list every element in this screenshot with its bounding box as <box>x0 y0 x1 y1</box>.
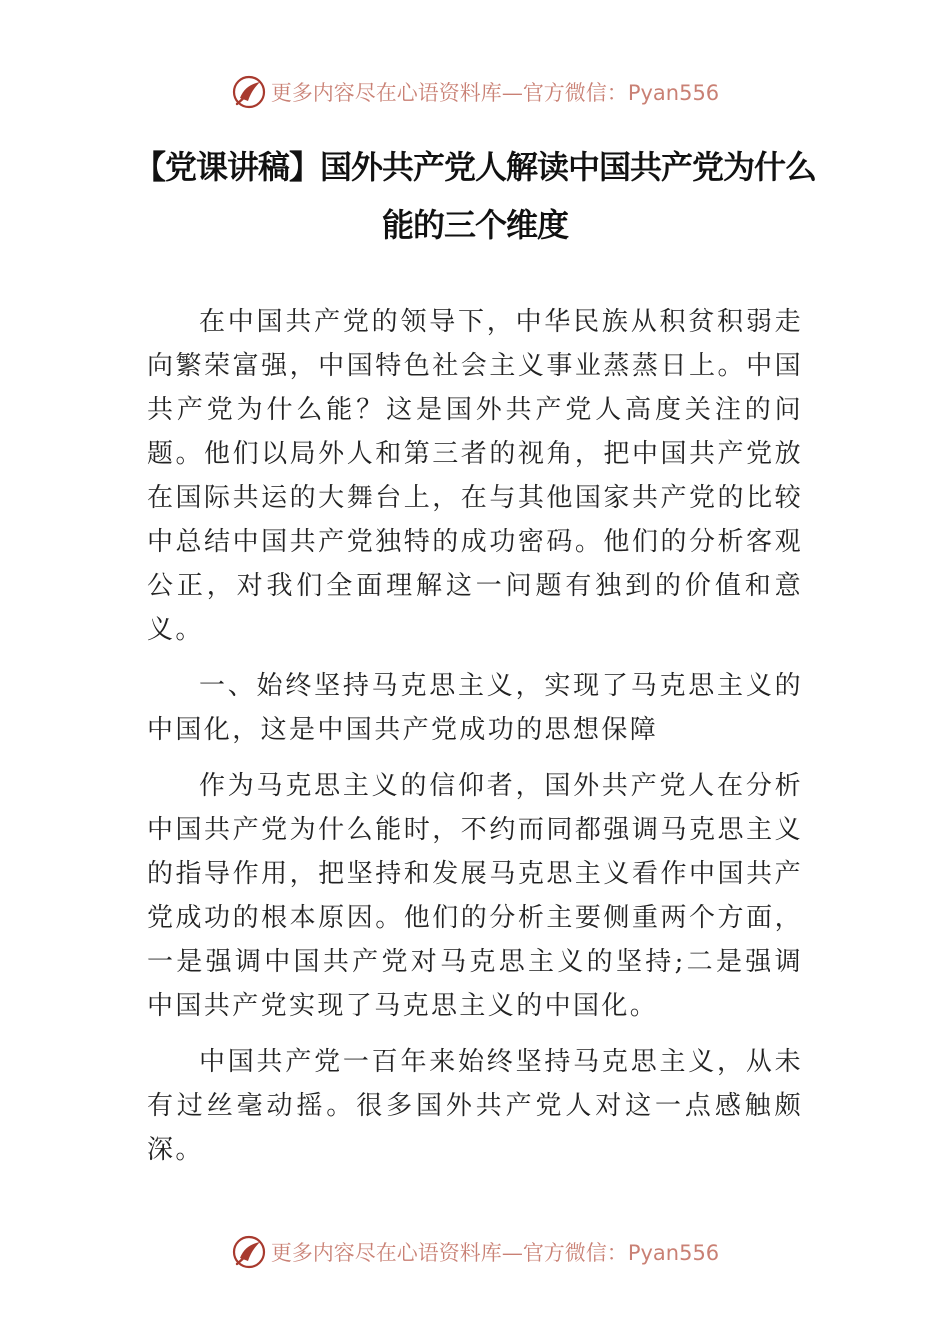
banner-wechat-label: 官方微信： <box>522 81 628 105</box>
banner-main: 更多内容尽在心语资料库 <box>270 1241 502 1265</box>
logo-icon <box>231 1234 267 1270</box>
document-body <box>147 300 803 1184</box>
banner-wechat-id: Pyan556 <box>627 81 720 105</box>
section-heading-one: 一、始终坚持马克思主义，实现了马克思主义的中国化，这是中国共产党成功的思想保障 <box>147 671 803 745</box>
banner-separator: — <box>501 81 523 105</box>
logo-icon <box>231 74 267 110</box>
document-title: 【党课讲稿】国外共产党人解读中国共产党为什么能的三个维度 <box>133 148 816 244</box>
banner-text <box>271 77 719 107</box>
banner-text <box>271 1237 719 1267</box>
paragraph-continuation: 中国共产党一百年来始终坚持马克思主义，从未有过丝毫动摇。很多国外共产党人对这一点感触颇深。 <box>147 1047 803 1165</box>
paragraph-intro: 在中国共产党的领导下，中华民族从积贫积弱走向繁荣富强，中国特色社会主义事业蒸蒸日上。中国共产党为什么能？这是国外共产党人高度关注的问题。他们以局外人和第三者的视角，把中国共产党放在国际共运的大舞台上，在与其他国家共产党的比较中总结中国共产党独特的成功密码。他们的分析客观公正，对我们全面理解这一问题有独到的价值和意义。 <box>147 307 803 645</box>
banner-main: 更多内容尽在心语资料库 <box>270 81 502 105</box>
paragraph-section-one: 作为马克思主义的信仰者，国外共产党人在分析中国共产党为什么能时，不约而同都强调马克思主义的指导作用，把坚持和发展马克思主义看作中国共产党成功的根本原因。他们的分析主要侧重两个方面，一是强调中国共产党对马克思主义的坚持;二是强调中国共产党实现了马克思主义的中国化。 <box>147 771 803 1021</box>
banner-wechat-label: 官方微信： <box>522 1241 628 1265</box>
banner-separator: — <box>501 1241 523 1265</box>
footer-banner <box>0 1232 950 1272</box>
header-banner <box>0 72 950 112</box>
banner-wechat-id: Pyan556 <box>627 1241 720 1265</box>
